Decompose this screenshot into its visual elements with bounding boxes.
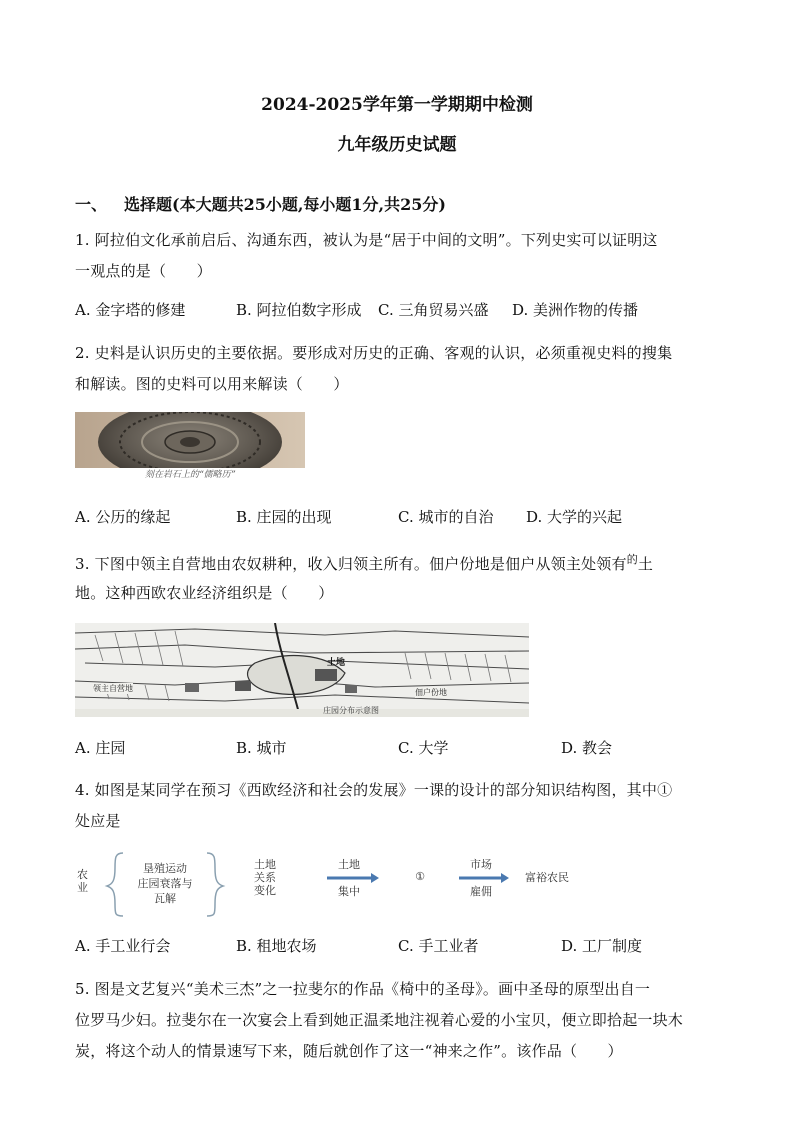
- q1-option-a[interactable]: A. 金字塔的修建: [75, 301, 186, 319]
- q3-line1-part1: 3. 下图中领主自营地由农奴耕种，收入归领主所有。佃户份地是佃户从领主处领有: [75, 555, 627, 573]
- diagram-relation-1: 土地: [254, 858, 276, 871]
- q1-line1: 1. 阿拉伯文化承前启后、沟通东西，被认为是“居于中间的文明”。下列史实可以证明这: [75, 231, 658, 249]
- q4-line1: 4. 如图是某同学在预习《西欧经济和社会的发展》一课的设计的部分知识结构图，其中①: [75, 781, 673, 799]
- q3-line2: 地。这种西欧农业经济组织是（ ）: [75, 584, 334, 602]
- q4-option-b[interactable]: B. 租地农场: [236, 937, 317, 955]
- diagram-relation-2: 关系: [254, 871, 276, 884]
- diagram-arrow1-top: 土地: [338, 858, 360, 871]
- diagram-arrow-1-head: [371, 873, 379, 883]
- exam-subtitle: 九年级历史试题: [337, 135, 457, 155]
- diagram-right-brace: [207, 853, 223, 916]
- q1-option-b[interactable]: B. 阿拉伯数字形成: [236, 301, 362, 319]
- q4-option-a[interactable]: A. 手工业行会: [75, 937, 171, 955]
- q5-line1: 5. 图是文艺复兴“美术三杰”之一拉斐尔的作品《椅中的圣母》。画中圣母的原型出自一: [75, 980, 651, 998]
- manor-map-drawing: [75, 623, 529, 717]
- q1-option-c[interactable]: C. 三角贸易兴盛: [378, 301, 489, 319]
- exam-title: 2024-2025学年第一学期期中检测: [261, 95, 533, 115]
- q2-option-d[interactable]: D. 大学的兴起: [526, 508, 623, 526]
- q3-option-b[interactable]: B. 城市: [236, 739, 287, 757]
- diagram-blank-1: ①: [415, 870, 425, 883]
- q3-option-a[interactable]: A. 庄园: [75, 739, 126, 757]
- q2-option-b[interactable]: B. 庄园的出现: [236, 508, 332, 526]
- knowledge-structure-diagram: [75, 850, 580, 920]
- q4-line2: 处应是: [75, 812, 121, 830]
- diagram-brace-item-2: 庄园衰落与: [137, 877, 193, 890]
- diagram-agriculture-label: 农 业: [77, 868, 88, 894]
- calendar-stone-image: [75, 412, 305, 480]
- diagram-relation-3: 变化: [254, 884, 276, 897]
- q2-line2: 和解读。图的史料可以用来解读（ ）: [75, 375, 349, 393]
- q5-line3: 炭，将这个动人的情景速写下来，随后就创作了这一“神来之作”。该作品（ ）: [75, 1042, 623, 1060]
- q3-line1-part2: 土: [637, 555, 654, 573]
- q1-line2: 一观点的是（ ）: [75, 262, 212, 280]
- section-heading: 选择题(本大题共25小题,每小题1分,共25分): [124, 195, 446, 214]
- map-label-tenant: 佃户份地: [415, 688, 447, 697]
- q3-line1-superscript: 的: [626, 553, 638, 566]
- q3-line1: [75, 551, 653, 574]
- q2-line1: 2. 史料是认识历史的主要依据。要形成对历史的正确、客观的认识，必须重视史料的搜集: [75, 344, 673, 362]
- diagram-result: 富裕农民: [525, 871, 569, 884]
- map-caption: 庄园分布示意图: [323, 706, 379, 715]
- manor-map-image: [75, 623, 529, 717]
- calendar-image-caption: 刻在岩石上的“儒略历”: [144, 470, 236, 480]
- diagram-brace-item-1: 垦殖运动: [143, 862, 187, 875]
- diagram-arrow-2-head: [501, 873, 509, 883]
- q5-line2: 位罗马少妇。拉斐尔在一次宴会上看到她正温柔地注视着心爱的小宝贝，便立即拾起一块木: [75, 1011, 684, 1029]
- diagram-brace-item-3: 瓦解: [154, 892, 176, 905]
- q2-option-a[interactable]: A. 公历的缘起: [75, 508, 171, 526]
- map-label-land: 土地: [327, 658, 346, 668]
- diagram-arrow1-bottom: 集中: [338, 885, 360, 898]
- q3-option-d[interactable]: D. 教会: [561, 739, 613, 757]
- q4-option-d[interactable]: D. 工厂制度: [561, 937, 643, 955]
- q4-option-c[interactable]: C. 手工业者: [398, 937, 479, 955]
- diagram-left-brace: [107, 853, 123, 916]
- map-label-demesne: 领主自营地: [93, 684, 133, 693]
- q2-option-c[interactable]: C. 城市的自治: [398, 508, 494, 526]
- section-number: 一、: [75, 195, 108, 214]
- q3-option-c[interactable]: C. 大学: [398, 739, 449, 757]
- q1-option-d[interactable]: D. 美洲作物的传播: [512, 301, 639, 319]
- diagram-arrow2-top: 市场: [470, 858, 492, 871]
- diagram-arrow2-bottom: 雇佣: [470, 885, 492, 898]
